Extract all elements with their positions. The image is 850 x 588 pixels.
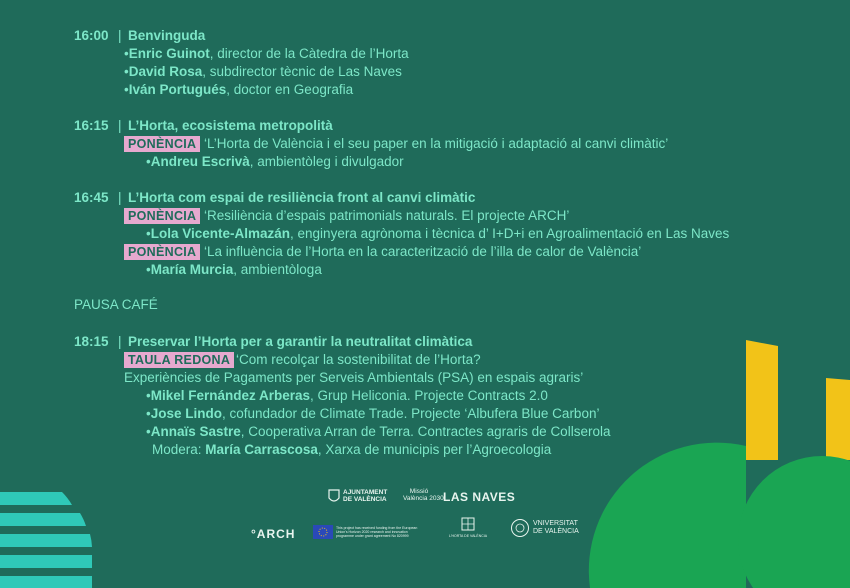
- arch-logo: °ARCH: [251, 527, 296, 541]
- separator: |: [118, 118, 122, 133]
- speaker-item: [146, 406, 599, 421]
- session-time: 16:00: [74, 28, 109, 43]
- talk-title: ‘Resiliència d’espais patrimonials naturals. El projecte ARCH’: [204, 208, 570, 223]
- yellow-bars-graphic: [746, 340, 850, 460]
- speaker-item: [146, 388, 548, 403]
- speaker-role: , director de la Càtedra de l’Horta: [209, 46, 409, 61]
- speaker-role: , ambientòleg i divulgador: [249, 154, 404, 169]
- moderator-label: Modera:: [152, 442, 206, 457]
- moderator-name: María Carrascosa: [205, 442, 318, 457]
- university-seal-icon: [510, 518, 530, 538]
- bullet-icon: •: [146, 226, 151, 241]
- universitat-logo: VNIVERSITAT DE VALÈNCIA: [510, 518, 579, 538]
- moderator-role: , Xarxa de municipis per l’Agroecologia: [317, 442, 552, 457]
- speaker-role: , subdirector tècnic de Las Naves: [202, 64, 402, 79]
- speaker-name: María Murcia: [150, 262, 234, 277]
- talk-title-line2: Experiències de Pagaments per Serveis Ambientals (PSA) en espais agraris’: [124, 370, 584, 385]
- bullet-icon: •: [146, 424, 151, 439]
- bullet-icon: •: [124, 64, 129, 79]
- missio-logo: Missió València 2030: [403, 488, 444, 502]
- session-title: Benvinguda: [128, 28, 206, 43]
- speaker-name: Jose Lindo: [150, 406, 222, 421]
- ponencia-badge: PONÈNCIA: [124, 136, 200, 152]
- bullet-icon: •: [124, 46, 129, 61]
- session-title: L’Horta, ecosistema metropolità: [128, 118, 333, 133]
- ponencia-badge: PONÈNCIA: [124, 244, 200, 260]
- lasnaves-logo: LAS NAVES: [443, 490, 516, 504]
- separator: |: [118, 334, 122, 349]
- speaker-name: David Rosa: [128, 64, 203, 79]
- speaker-role: , ambientòloga: [233, 262, 322, 277]
- green-circles-graphic: [589, 443, 850, 588]
- speaker-role: , Grup Heliconia. Projecte Contracts 2.0: [310, 388, 548, 403]
- speaker-name: Lola Vicente-Almazán: [150, 226, 291, 241]
- session-title: L’Horta com espai de resiliència front al canvi climàtic: [128, 190, 476, 205]
- ajuntament-logo: AJUNTAMENT DE VALÈNCIA: [328, 488, 392, 504]
- teal-stripes-graphic: [0, 492, 92, 588]
- speaker-role: , cofundador de Climate Trade. Projecte ‘Albufera Blue Carbon’: [222, 406, 600, 421]
- speaker-name: Mikel Fernández Arberas: [150, 388, 311, 403]
- speaker-item: [124, 82, 353, 97]
- speaker-name: Enric Guinot: [128, 46, 210, 61]
- city-shield-icon: [328, 488, 340, 504]
- moderator-line: [152, 442, 551, 457]
- speaker-item: [146, 226, 729, 241]
- talk-title: ‘La influència de l’Horta en la caracterització de l’illa de calor de València’: [204, 244, 642, 259]
- speaker-item: [146, 424, 610, 439]
- bullet-icon: •: [146, 154, 151, 169]
- bullet-icon: •: [124, 82, 129, 97]
- bullet-icon: •: [146, 262, 151, 277]
- talk-title: ‘L’Horta de València i el seu paper en la mitigació i adaptació al canvi climàtic’: [204, 136, 669, 151]
- session-time: 18:15: [74, 334, 109, 349]
- speaker-name: Iván Portugués: [128, 82, 227, 97]
- horta-logo: L’HORTA DE VALÈNCIA: [448, 516, 488, 538]
- session-title: Preservar l’Horta per a garantir la neutralitat climàtica: [128, 334, 473, 349]
- speaker-name: Andreu Escrivà: [150, 154, 250, 169]
- speaker-role: , enginyera agrònoma i tècnica d’ I+D+i en Agroalimentació en Las Naves: [290, 226, 730, 241]
- session-time: 16:45: [74, 190, 109, 205]
- speaker-item: [146, 262, 322, 277]
- horta-emblem-icon: [460, 516, 476, 532]
- speaker-item: [124, 46, 409, 61]
- bullet-icon: •: [146, 406, 151, 421]
- speaker-name: Annaïs Sastre: [150, 424, 241, 439]
- taula-redona-badge: TAULA REDONA: [124, 352, 234, 368]
- speaker-item: [124, 64, 402, 79]
- speaker-role: , doctor en Geografia: [226, 82, 354, 97]
- speaker-item: [146, 154, 404, 169]
- talk-title: ‘Com recolçar la sostenibilitat de l’Horta?: [236, 352, 481, 367]
- speaker-role: , Cooperativa Arran de Terra. Contractes agraris de Collserola: [240, 424, 611, 439]
- bullet-icon: •: [146, 388, 151, 403]
- separator: |: [118, 190, 122, 205]
- ponencia-badge: PONÈNCIA: [124, 208, 200, 224]
- session-time: 16:15: [74, 118, 109, 133]
- pausa-cafe: PAUSA CAFÉ: [74, 297, 158, 312]
- separator: |: [118, 28, 122, 43]
- eu-flag-icon: [313, 525, 333, 539]
- eu-funding-logo: This project has received funding from the European Union's Horizon 2020 research and innovation programme under grant agreement No 820999: [313, 525, 424, 539]
